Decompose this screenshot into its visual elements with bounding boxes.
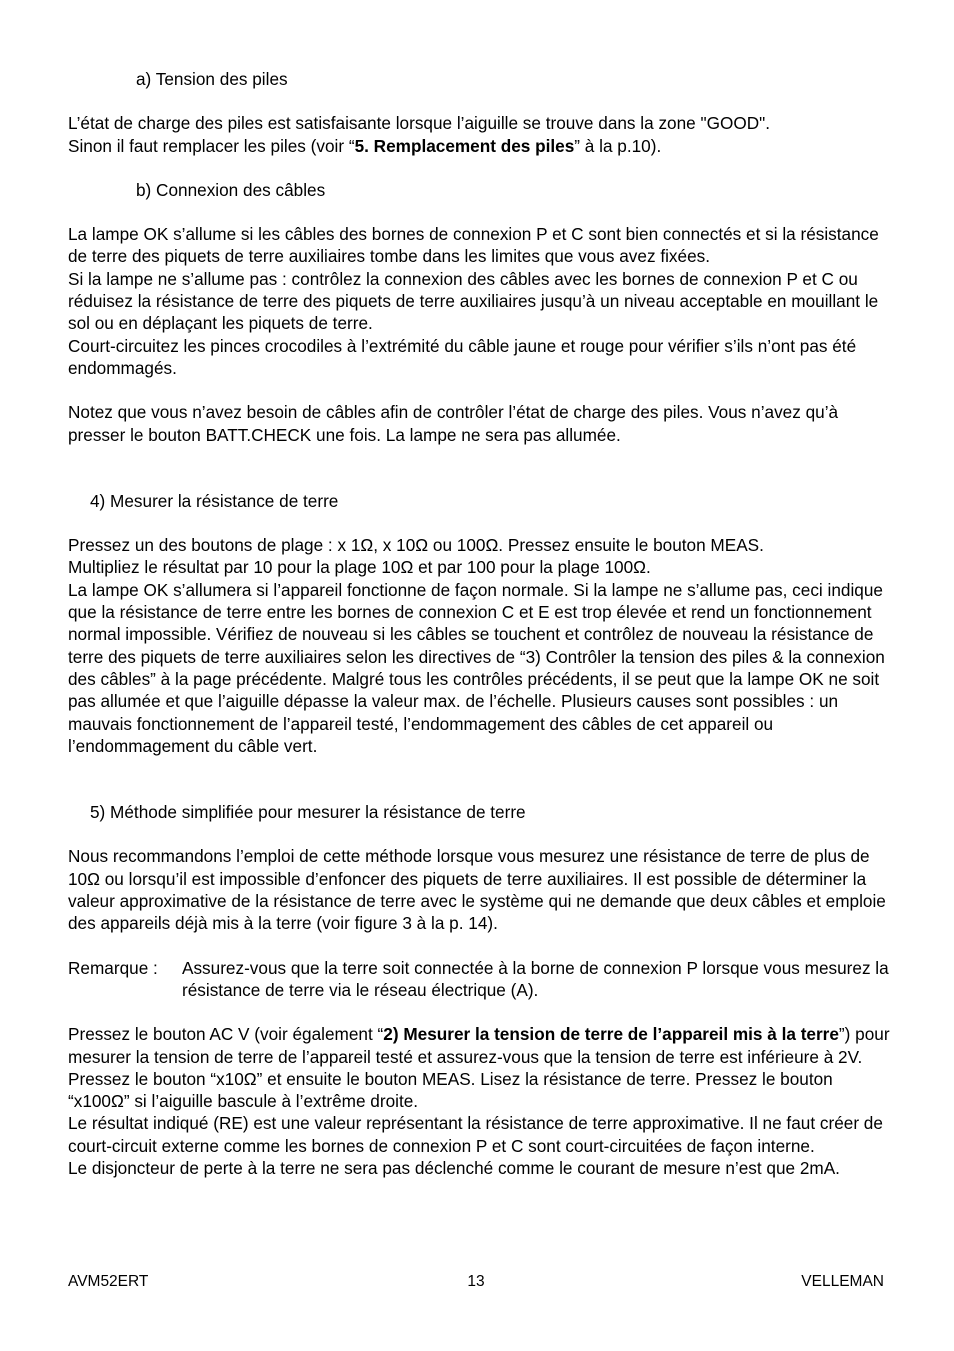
battery-heading: a) Tension des piles [136,69,288,89]
s5-p2-start: Pressez le bouton AC V (voir également “ [68,1024,384,1045]
section-4-paragraph-2: Multipliez le résultat par 10 pour la plage 10Ω et par 100 pour la plage 100Ω. [68,557,651,578]
s5-p2-end: ”) pour mesurer la tension de terre de l’appareil testé et assurez-vous que la tension de terre est inférieure à 2V. [68,1024,890,1067]
section-5-paragraph-5: Le disjoncteur de perte à la terre ne sera pas déclenché comme le courant de mesure n’est que 2mA. [68,1157,840,1178]
battery-paragraph-2 [68,135,890,157]
battery-p2-start: Sinon il faut remplacer les piles (voir “ [68,135,355,156]
section-5-heading: 5) Méthode simplifiée pour mesurer la résistance de terre [90,802,526,823]
section-4-paragraph-3: La lampe OK s’allumera si l’appareil fonctionne de façon normale. Si la lampe ne s’allume pas, ceci indique que la résistance de terre entre les bornes de connexion C et E est trop élevée et rend un fonctionnement normal impossible. Vérifiez de nouveau si les câbles se touchent et contrôlez de nouveau la résistance de terre des piquets de terre auxiliaires selon les directives de “3) Contrôler la tension des piles & la connexion des câbles” à la page précédente. Malgré tous les contrôles précédents, il se peut que la lampe OK ne soit pas allumée et que l’aiguille dépasse la valeur max. de l’échelle. Plusieurs causes sont possibles : un mauvais fonctionnement de l’appareil testé, l’endommagement des câbles de cet appareil ou l’endommagement du câble vert. [68,579,885,756]
cables-paragraph-2: Si la lampe ne s’allume pas : contrôlez la connexion des câbles avec les bornes de connexion P et C ou réduisez la résistance de terre des piquets de terre auxiliaires jusqu’à un niveau acceptable en mouillant le sol ou en déplaçant les piquets de terre. [68,268,879,334]
section-4-heading: 4) Mesurer la résistance de terre [90,490,339,511]
cables-paragraph-4: Notez que vous n’avez besoin de câbles afin de contrôler l’état de charge des piles. Vous n’avez qu’à presser le bouton BATT.CHECK une fois. La lampe ne sera pas allumée. [68,402,839,445]
section-5-paragraph-2 [68,1023,890,1068]
cables-paragraph-3: Court-circuitez les pinces crocodiles à l’extrémité du câble jaune et rouge pour vérifier s’ils n’ont pas été endommagés. [68,335,857,378]
remark-block [68,957,890,1002]
footer-brand: VELLEMAN [801,1273,884,1290]
section-5-paragraph-1: Nous recommandons l’emploi de cette méthode lorsque vous mesurez une résistance de terre de plus de 10Ω ou lorsqu’il est impossible d’enfoncer des piquets de terre auxiliaires. Il est possible de déterminer la valeur approximative de la résistance de terre avec le système qui ne demande que deux câbles et emploie des appareils déjà mis à la terre (voir figure 3 à la p. 14). [68,846,886,934]
page-footer [68,1273,884,1291]
battery-paragraph-1: L’état de charge des piles est satisfaisante lorsque l’aiguille se trouve dans la zone "GOOD". [68,113,771,134]
battery-p2-end: ” à la p.10). [574,135,662,156]
section-4-paragraph-1: Pressez un des boutons de plage : x 1Ω, x 10Ω ou 100Ω. Pressez ensuite le bouton MEAS. [68,535,764,556]
footer-page-number: 13 [467,1273,485,1290]
remark-label: Remarque : [68,957,158,978]
section-5-paragraph-4: Le résultat indiqué (RE) est une valeur représentant la résistance de terre approximative. Il ne faut créer de court-circuit externe comme les bornes de connexion P et C sont court-circuitées de façon interne. [68,1113,883,1156]
cables-heading: b) Connexion des câbles [136,179,326,200]
remark-text: Assurez-vous que la terre soit connectée à la borne de connexion P lorsque vous mesurez la résistance de terre via le réseau électrique (A). [182,957,889,1000]
footer-model: AVM52ERT [68,1273,149,1290]
battery-p2-link: 5. Remplacement des piles [354,135,575,156]
section-5-paragraph-3: Pressez le bouton “x10Ω” et ensuite le bouton MEAS. Lisez la résistance de terre. Pressez le bouton “x100Ω” si l’aiguille bascule à l’extrême droite. [68,1068,833,1112]
cables-paragraph-1: La lampe OK s’allume si les câbles des bornes de connexion P et C sont bien connectés et si la résistance de terre des piquets de terre auxiliaires tombe dans les limites que vous avez fixées. [68,224,879,267]
s5-p2-link: 2) Mesurer la tension de terre de l’appareil mis à la terre [383,1024,839,1045]
page-content [68,68,890,1179]
